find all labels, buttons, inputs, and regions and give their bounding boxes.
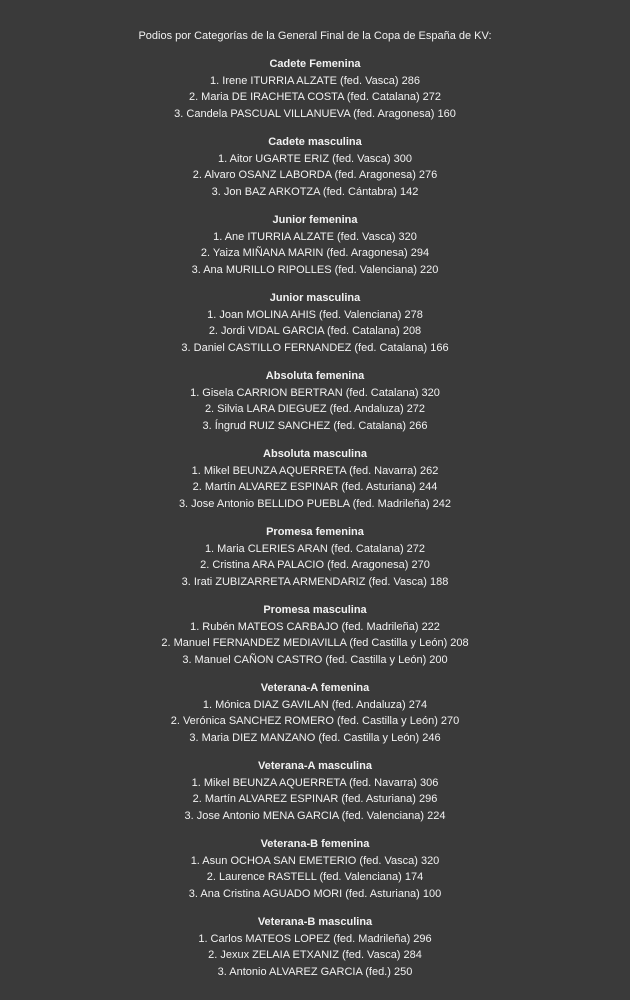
podium-entry: 3. Manuel CAÑON CASTRO (fed. Castilla y León) 200 xyxy=(182,653,448,666)
podium-entry: 2. Yaiza MIÑANA MARIN (fed. Aragonesa) 294 xyxy=(200,247,430,259)
category-heading: Cadete masculina xyxy=(268,136,362,148)
category-heading: Promesa femenina xyxy=(266,526,364,538)
category-heading: Veterana-A masculina xyxy=(258,760,372,772)
podium-entry: 3. Jon BAZ ARKOTZA (fed. Cántabra) 142 xyxy=(211,185,419,198)
category-block xyxy=(0,212,630,278)
podium-entry: 2. Manuel FERNANDEZ MEDIAVILLA (fed Castilla y León) 208 xyxy=(161,637,469,649)
podium-entry: 1. Maria CLERIES ARAN (fed. Catalana) 272 xyxy=(204,542,426,555)
category-heading: Promesa masculina xyxy=(263,604,367,616)
podium-entry: 1. Joan MOLINA AHIS (fed. Valenciana) 278 xyxy=(207,308,423,321)
podium-entry: 1. Mónica DIAZ GAVILAN (fed. Andaluza) 274 xyxy=(202,698,428,711)
podium-entry: 1. Gisela CARRION BERTRAN (fed. Catalana) 320 xyxy=(190,386,440,399)
podium-entry: 2. Martín ALVAREZ ESPINAR (fed. Asturiana) 244 xyxy=(192,481,438,493)
podium-entry: 3. Candela PASCUAL VILLANUEVA (fed. Aragonesa) 160 xyxy=(174,107,456,120)
podium-entry: 3. Íngrud RUIZ SANCHEZ (fed. Catalana) 266 xyxy=(202,419,428,432)
podium-entry: 3. Jose Antonio BELLIDO PUEBLA (fed. Madrileña) 242 xyxy=(178,497,452,510)
podium-entry: 2. Maria DE IRACHETA COSTA (fed. Catalana) 272 xyxy=(188,91,442,103)
category-heading: Veterana-A femenina xyxy=(260,682,370,694)
podium-entry: 2. Laurence RASTELL (fed. Valenciana) 174 xyxy=(206,871,424,883)
podium-entry: 3. Ana Cristina AGUADO MORI (fed. Asturiana) 100 xyxy=(188,887,442,900)
category-heading: Absoluta masculina xyxy=(263,448,367,460)
category-heading: Absoluta femenina xyxy=(265,370,365,382)
podium-entry: 2. Verónica SANCHEZ ROMERO (fed. Castilla y León) 270 xyxy=(170,715,460,727)
podium-entry: 1. Ane ITURRIA ALZATE (fed. Vasca) 320 xyxy=(213,230,417,243)
podium-entry: 3. Jose Antonio MENA GARCIA (fed. Valenciana) 224 xyxy=(184,809,446,822)
podium-entry: 1. Mikel BEUNZA AQUERRETA (fed. Navarra) 306 xyxy=(191,776,439,789)
podium-entry: 1. Carlos MATEOS LOPEZ (fed. Madrileña) 296 xyxy=(198,932,432,945)
category-block xyxy=(0,368,630,434)
podium-entry: 1. Mikel BEUNZA AQUERRETA (fed. Navarra) 262 xyxy=(191,464,439,477)
podium-entry: 1. Irene ITURRIA ALZATE (fed. Vasca) 286 xyxy=(210,74,420,87)
category-block xyxy=(0,758,630,824)
podium-entry: 2. Cristina ARA PALACIO (fed. Aragonesa) 270 xyxy=(200,559,430,571)
podium-entry: 1. Asun OCHOA SAN EMETERIO (fed. Vasca) 320 xyxy=(190,854,440,867)
podium-entry: 3. Maria DIEZ MANZANO (fed. Castilla y León) 246 xyxy=(189,731,441,744)
category-heading: Veterana-B femenina xyxy=(260,838,370,850)
category-heading: Junior masculina xyxy=(269,292,361,304)
podium-entry: 2. Jexux ZELAIA ETXANIZ (fed. Vasca) 284 xyxy=(208,949,422,961)
category-block xyxy=(0,524,630,590)
category-block xyxy=(0,446,630,512)
category-heading: Veterana-B masculina xyxy=(257,916,373,928)
podium-entry: 3. Daniel CASTILLO FERNANDEZ (fed. Catalana) 166 xyxy=(181,341,449,354)
podium-entry: 3. Antonio ALVAREZ GARCIA (fed.) 250 xyxy=(217,965,413,978)
podium-entry: 1. Rubén MATEOS CARBAJO (fed. Madrileña) 222 xyxy=(190,620,440,633)
podium-entry: 2. Alvaro OSANZ LABORDA (fed. Aragonesa) 276 xyxy=(192,169,438,181)
category-heading: Cadete Femenina xyxy=(269,58,361,70)
category-block xyxy=(0,602,630,668)
category-block xyxy=(0,290,630,356)
podium-entry: 2. Jordi VIDAL GARCIA (fed. Catalana) 208 xyxy=(208,325,422,337)
page-title: Podios por Categorías de la General Final de la Copa de España de KV: xyxy=(138,30,492,42)
category-heading: Junior femenina xyxy=(272,214,358,226)
category-list xyxy=(0,56,630,980)
podium-entry: 2. Martín ALVAREZ ESPINAR (fed. Asturiana) 296 xyxy=(192,793,438,805)
podium-entry: 3. Ana MURILLO RIPOLLES (fed. Valenciana) 220 xyxy=(191,263,439,276)
podium-entry: 2. Silvia LARA DIEGUEZ (fed. Andaluza) 272 xyxy=(204,403,426,415)
podium-entry: 1. Aitor UGARTE ERIZ (fed. Vasca) 300 xyxy=(218,152,412,165)
category-block xyxy=(0,680,630,746)
podium-entry: 3. Irati ZUBIZARRETA ARMENDARIZ (fed. Vasca) 188 xyxy=(181,575,449,588)
category-block xyxy=(0,914,630,980)
category-block xyxy=(0,56,630,122)
category-block xyxy=(0,836,630,902)
category-block xyxy=(0,134,630,200)
